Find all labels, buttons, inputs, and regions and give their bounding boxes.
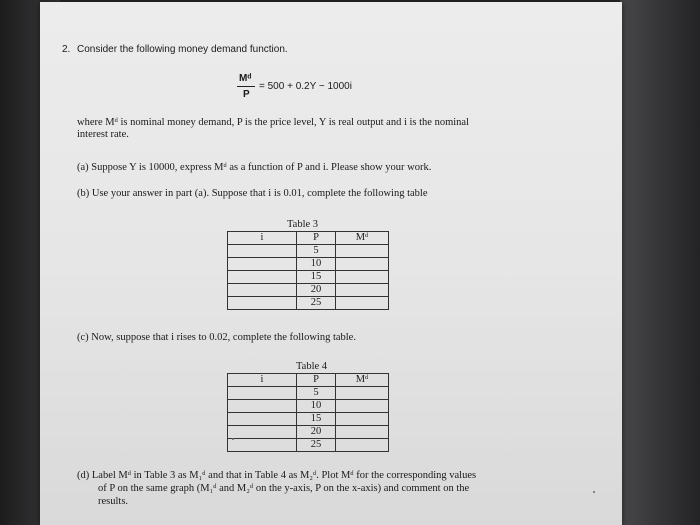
table3-caption: Table 3 [287, 219, 319, 230]
cell-i[interactable] [228, 297, 297, 310]
smudge-dot [593, 491, 595, 493]
cell-i[interactable] [228, 400, 297, 413]
definition-line-1: where Mᵈ is nominal money demand, P is the price level, Y is real output and i is the nominal [77, 117, 469, 128]
table4-caption: Table 4 [296, 361, 328, 372]
cell-i[interactable] [228, 271, 297, 284]
table-row [228, 400, 389, 413]
cell-p: 15 [297, 413, 336, 426]
cell-md[interactable] [336, 426, 389, 439]
header-p: P [297, 232, 336, 245]
cell-md[interactable] [336, 400, 389, 413]
cell-p: 5 [297, 245, 336, 258]
cell-i[interactable] [228, 387, 297, 400]
table-row [228, 258, 389, 271]
table4 [227, 373, 389, 452]
cell-i[interactable] [228, 426, 297, 439]
header-p: P [297, 374, 336, 387]
table-header-row [228, 232, 389, 245]
table-row [228, 413, 389, 426]
definition-line-2: interest rate. [77, 129, 129, 140]
header-i: i [228, 374, 297, 387]
equation-rhs: = 500 + 0.2Y − 1000i [259, 81, 352, 92]
cell-i[interactable] [228, 413, 297, 426]
cell-md[interactable] [336, 245, 389, 258]
table-row [228, 284, 389, 297]
cell-p: 20 [297, 426, 336, 439]
table-row [228, 439, 389, 452]
cell-md[interactable] [336, 297, 389, 310]
cell-p: 10 [297, 258, 336, 271]
header-md: Mᵈ [336, 374, 389, 387]
cell-p: 25 [297, 297, 336, 310]
table-row [228, 297, 389, 310]
cell-p: 20 [297, 284, 336, 297]
table-row [228, 426, 389, 439]
worksheet-page [40, 2, 622, 525]
question-intro: Consider the following money demand function. [77, 44, 288, 55]
part-b-text: (b) Use your answer in part (a). Suppose that i is 0.01, complete the following table [77, 188, 428, 199]
fraction-bar [237, 86, 255, 87]
table-row [228, 271, 389, 284]
cell-md[interactable] [336, 413, 389, 426]
cell-md[interactable] [336, 439, 389, 452]
table3 [227, 231, 389, 310]
cell-p: 25 [297, 439, 336, 452]
cell-i[interactable] [228, 245, 297, 258]
part-d-line-1: (d) Label Mᵈ in Table 3 as M₁ᵈ and that in Table 4 as M₂ᵈ. Plot Mᵈ for the corresponding values [77, 470, 477, 481]
cell-md[interactable] [336, 258, 389, 271]
cell-p: 15 [297, 271, 336, 284]
cell-md[interactable] [336, 284, 389, 297]
cell-i[interactable] [228, 439, 297, 452]
cell-p: 5 [297, 387, 336, 400]
cell-p: 10 [297, 400, 336, 413]
equation-denominator: P [243, 89, 250, 100]
part-c-text: (c) Now, suppose that i rises to 0.02, complete the following table. [77, 332, 356, 343]
cell-i[interactable] [228, 284, 297, 297]
table-row [228, 387, 389, 400]
question-number: 2. [62, 44, 71, 55]
table-header-row [228, 374, 389, 387]
smudge-dot [232, 438, 234, 440]
part-d-line-2: of P on the same graph (M₁ᵈ and M₂ᵈ on the y-axis, P on the x-axis) and comment on the [98, 483, 470, 494]
cell-md[interactable] [336, 387, 389, 400]
equation-numerator: Mᵈ [239, 73, 252, 84]
header-md: Mᵈ [336, 232, 389, 245]
cell-i[interactable] [228, 258, 297, 271]
cell-md[interactable] [336, 271, 389, 284]
background-right [620, 0, 700, 525]
header-i: i [228, 232, 297, 245]
part-d-line-3: results. [98, 496, 129, 507]
part-a-text: (a) Suppose Y is 10000, express Mᵈ as a function of P and i. Please show your work. [77, 162, 432, 173]
table-row [228, 245, 389, 258]
